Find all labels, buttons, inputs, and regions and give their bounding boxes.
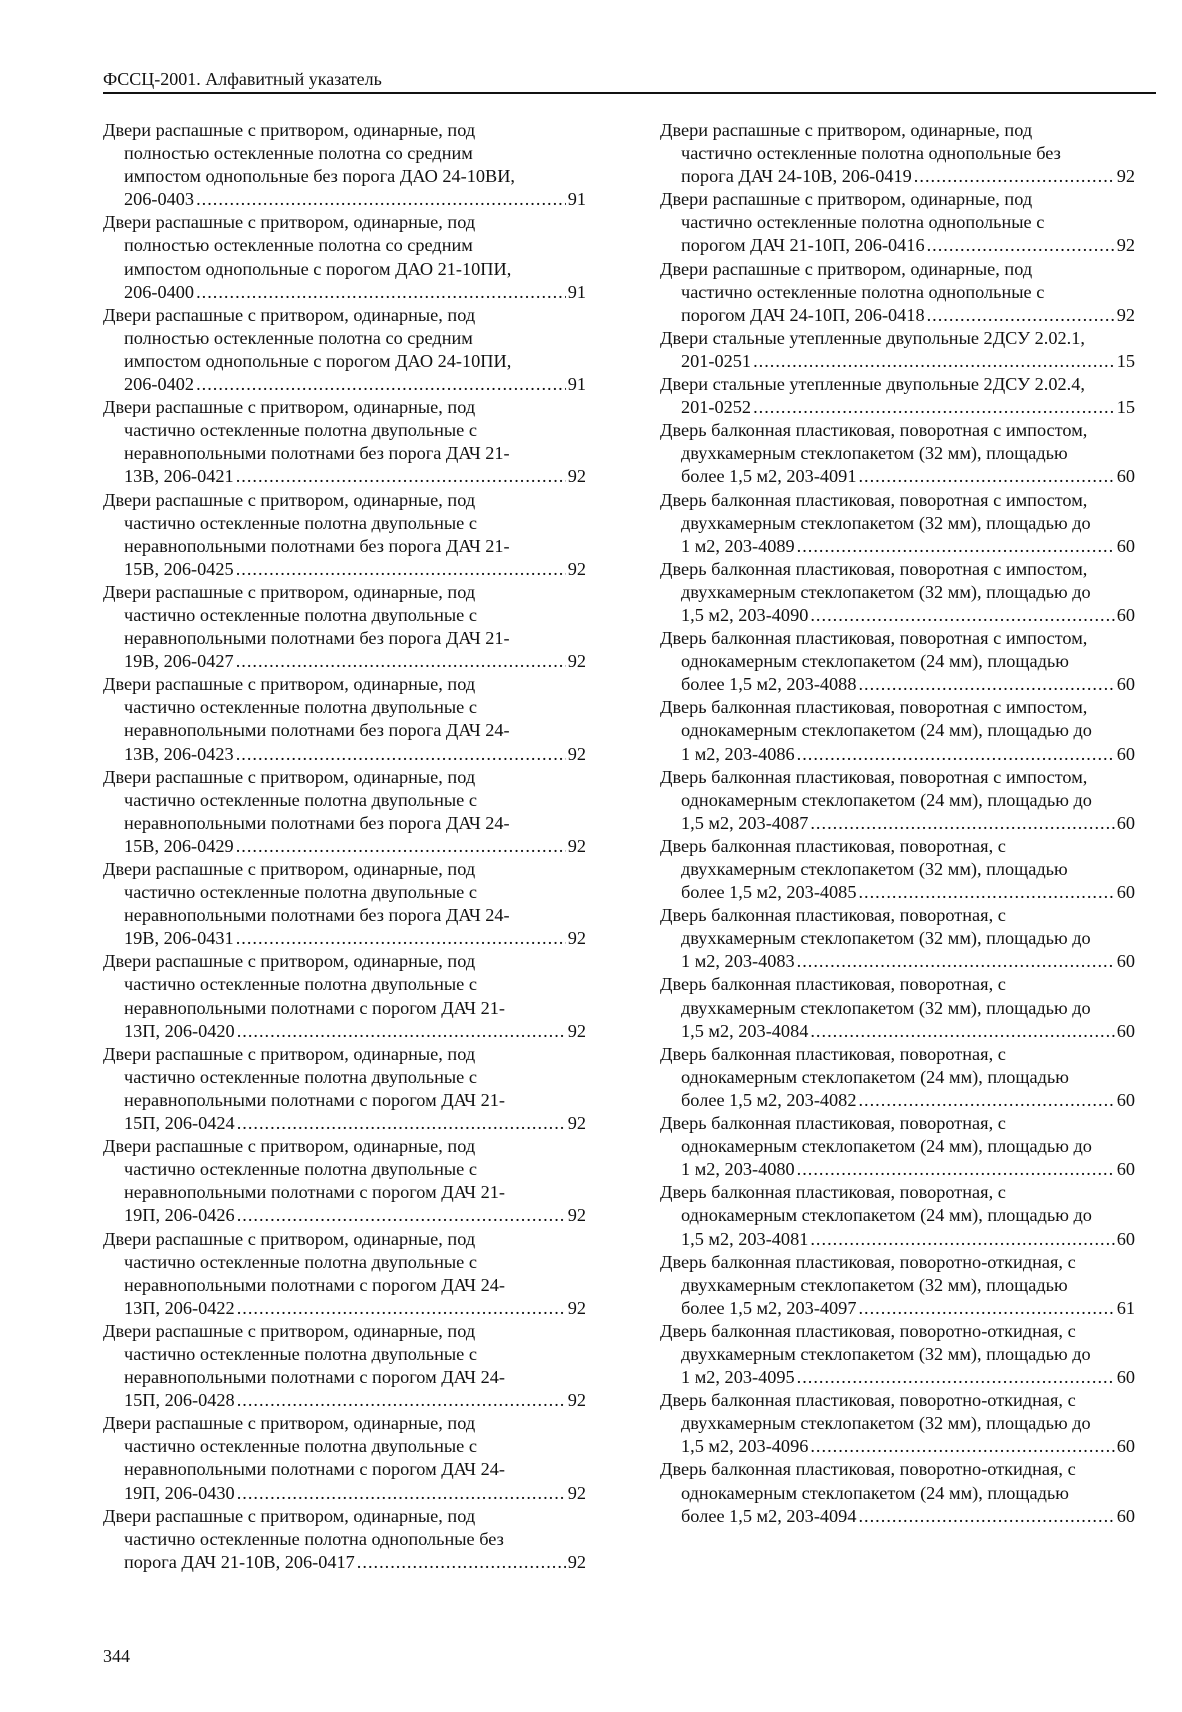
entry-line: Дверь балконная пластиковая, поворотная, с bbox=[660, 835, 1006, 856]
entry-last-line bbox=[660, 950, 1135, 973]
entry-line: неравнопольными полотнами без порога ДАЧ 24- bbox=[124, 812, 510, 833]
entry-last-line bbox=[660, 1020, 1135, 1043]
entry-line: неравнопольными полотнами с порогом ДАЧ 21- bbox=[124, 1089, 505, 1110]
entry-line: Дверь балконная пластиковая, поворотная с импостом, bbox=[660, 489, 1088, 510]
entry-page-ref: 92 bbox=[567, 1205, 586, 1226]
entry-line: однокамерным стеклопакетом (24 мм), площадью bbox=[681, 1066, 1069, 1087]
entry-line: Двери распашные с притвором, одинарные, под bbox=[103, 766, 476, 787]
entry-page-ref: 91 bbox=[567, 281, 586, 302]
dot-leader bbox=[797, 535, 1115, 558]
index-entry bbox=[660, 489, 1135, 558]
dot-leader bbox=[237, 1297, 566, 1320]
entry-page-ref: 92 bbox=[567, 835, 586, 856]
entry-line: частично остекленные полотна двупольные с bbox=[124, 512, 477, 533]
entry-line: неравнопольными полотнами с порогом ДАЧ 21- bbox=[124, 997, 505, 1018]
index-entry bbox=[660, 327, 1135, 373]
dot-leader bbox=[196, 281, 566, 304]
entry-line: частично остекленные полотна однопольные без bbox=[681, 143, 1061, 164]
dot-leader bbox=[237, 1204, 566, 1227]
entry-code: 206-0403 bbox=[124, 189, 195, 210]
index-entry bbox=[660, 419, 1135, 488]
index-entry bbox=[660, 1389, 1135, 1458]
entry-last-line bbox=[103, 650, 586, 673]
entry-line: частично остекленные полотна двупольные с bbox=[124, 1343, 477, 1364]
entry-last-line bbox=[103, 1112, 586, 1135]
entry-code: 1 м2, 203-4086 bbox=[681, 743, 795, 764]
entry-line: неравнопольными полотнами без порога ДАЧ 24- bbox=[124, 720, 510, 741]
entry-line: Двери распашные с притвором, одинарные, под bbox=[103, 489, 476, 510]
entry-last-line bbox=[103, 1297, 586, 1320]
entry-line: Двери распашные с притвором, одинарные, под bbox=[103, 1413, 476, 1434]
entry-last-line bbox=[103, 1389, 586, 1412]
entry-line: частично остекленные полотна двупольные с bbox=[124, 789, 477, 810]
entry-line: Двери распашные с притвором, одинарные, под bbox=[103, 304, 476, 325]
entry-last-line bbox=[660, 465, 1135, 488]
entry-code: более 1,5 м2, 203-4085 bbox=[681, 882, 857, 903]
entry-code: 206-0400 bbox=[124, 281, 195, 302]
entry-line: Дверь балконная пластиковая, поворотная с импостом, bbox=[660, 558, 1088, 579]
entry-last-line bbox=[103, 465, 586, 488]
index-entry bbox=[103, 396, 586, 488]
index-entry bbox=[660, 1320, 1135, 1389]
dot-leader bbox=[196, 188, 566, 211]
running-header bbox=[103, 68, 1156, 94]
entry-last-line bbox=[660, 743, 1135, 766]
entry-page-ref: 15 bbox=[1116, 350, 1135, 371]
entry-last-line bbox=[103, 281, 586, 304]
index-entry bbox=[660, 766, 1135, 835]
dot-leader bbox=[236, 558, 566, 581]
entry-line: частично остекленные полотна однопольные без bbox=[124, 1528, 504, 1549]
entry-page-ref: 92 bbox=[567, 1020, 586, 1041]
entry-code: 15П, 206-0428 bbox=[124, 1390, 235, 1411]
entry-line: частично остекленные полотна однопольные с bbox=[681, 212, 1045, 233]
entry-last-line bbox=[660, 673, 1135, 696]
index-entry bbox=[103, 1320, 586, 1412]
entry-line: однокамерным стеклопакетом (24 мм), площадью до bbox=[681, 789, 1092, 810]
index-entry bbox=[103, 858, 586, 950]
entry-page-ref: 60 bbox=[1116, 1089, 1135, 1110]
index-entry bbox=[103, 119, 586, 211]
entry-last-line bbox=[660, 1435, 1135, 1458]
dot-leader bbox=[810, 1228, 1114, 1251]
entry-code: 19П, 206-0426 bbox=[124, 1205, 235, 1226]
entry-last-line bbox=[660, 1505, 1135, 1528]
entry-line: частично остекленные полотна двупольные с bbox=[124, 1251, 477, 1272]
entry-code: 19В, 206-0431 bbox=[124, 928, 234, 949]
entry-line: Двери распашные с притвором, одинарные, под bbox=[103, 859, 476, 879]
entry-line: однокамерным стеклопакетом (24 мм), площадью bbox=[681, 1482, 1069, 1503]
entry-line: Двери распашные с притвором, одинарные, под bbox=[103, 1136, 476, 1157]
index-entry bbox=[103, 211, 586, 303]
entry-last-line bbox=[103, 1020, 586, 1043]
dot-leader bbox=[357, 1551, 566, 1574]
entry-line: двухкамерным стеклопакетом (32 мм), площадью до bbox=[681, 512, 1091, 533]
dot-leader bbox=[858, 1297, 1114, 1320]
entry-line: Дверь балконная пластиковая, поворотная с импостом, bbox=[660, 766, 1088, 787]
entry-page-ref: 60 bbox=[1116, 1505, 1135, 1526]
dot-leader bbox=[797, 1366, 1115, 1389]
entry-line: Дверь балконная пластиковая, поворотная с импостом, bbox=[660, 628, 1088, 649]
entry-page-ref: 92 bbox=[567, 743, 586, 764]
entry-code: порога ДАЧ 21-10В, 206-0417 bbox=[124, 1551, 355, 1572]
entry-code: 15В, 206-0425 bbox=[124, 558, 234, 579]
entry-code: 13П, 206-0422 bbox=[124, 1297, 235, 1318]
entry-code: 1,5 м2, 203-4090 bbox=[681, 604, 809, 625]
entry-code: 19П, 206-0430 bbox=[124, 1482, 235, 1503]
index-entry bbox=[103, 1412, 586, 1504]
entry-line: неравнопольными полотнами с порогом ДАЧ 24- bbox=[124, 1459, 505, 1480]
entry-line: импостом однопольные без порога ДАО 24-10ВИ, bbox=[124, 166, 515, 187]
entry-page-ref: 92 bbox=[1116, 166, 1135, 187]
entry-last-line bbox=[660, 535, 1135, 558]
entry-line: однокамерным стеклопакетом (24 мм), площадью bbox=[681, 651, 1069, 672]
entry-code: 13П, 206-0420 bbox=[124, 1020, 235, 1041]
entry-page-ref: 92 bbox=[567, 1113, 586, 1134]
entry-last-line bbox=[103, 835, 586, 858]
entry-page-ref: 60 bbox=[1116, 1228, 1135, 1249]
entry-line: неравнопольными полотнами без порога ДАЧ 21- bbox=[124, 628, 510, 649]
index-entry bbox=[660, 1112, 1135, 1181]
entry-page-ref: 92 bbox=[567, 1390, 586, 1411]
entry-last-line bbox=[660, 1366, 1135, 1389]
index-entry bbox=[660, 696, 1135, 765]
entry-line: Дверь балконная пластиковая, поворотная с импостом, bbox=[660, 697, 1088, 718]
dot-leader bbox=[236, 743, 566, 766]
entry-page-ref: 91 bbox=[567, 374, 586, 395]
entry-line: полностью остекленные полотна со средним bbox=[124, 143, 473, 164]
entry-page-ref: 60 bbox=[1116, 812, 1135, 833]
entry-line: Двери распашные с притвором, одинарные, под bbox=[103, 674, 476, 695]
index-entry bbox=[660, 973, 1135, 1042]
dot-leader bbox=[797, 743, 1115, 766]
entry-line: неравнопольными полотнами с порогом ДАЧ 21- bbox=[124, 1182, 505, 1203]
dot-leader bbox=[753, 396, 1115, 419]
entry-page-ref: 60 bbox=[1116, 604, 1135, 625]
entry-line: Дверь балконная пластиковая, поворотно-откидная, с bbox=[660, 1390, 1076, 1411]
entry-line: Двери распашные с притвором, одинарные, под bbox=[660, 258, 1033, 279]
dot-leader bbox=[236, 927, 566, 950]
entry-line: Двери распашные с притвором, одинарные, под bbox=[103, 951, 476, 972]
entry-code: более 1,5 м2, 203-4088 bbox=[681, 674, 857, 695]
entry-page-ref: 60 bbox=[1116, 1159, 1135, 1180]
entry-page-ref: 61 bbox=[1116, 1297, 1135, 1318]
entry-code: 1,5 м2, 203-4084 bbox=[681, 1020, 809, 1041]
entry-line: неравнопольными полотнами без порога ДАЧ 21- bbox=[124, 535, 510, 556]
entry-line: однокамерным стеклопакетом (24 мм), площадью до bbox=[681, 1205, 1092, 1226]
entry-code: 206-0402 bbox=[124, 374, 195, 395]
index-entry bbox=[103, 581, 586, 673]
entry-code: 1 м2, 203-4080 bbox=[681, 1159, 795, 1180]
entry-page-ref: 60 bbox=[1116, 743, 1135, 764]
index-entry bbox=[103, 673, 586, 765]
dot-leader bbox=[858, 881, 1114, 904]
entry-last-line bbox=[660, 234, 1135, 257]
entry-line: импостом однопольные с порогом ДАО 24-10ПИ, bbox=[124, 350, 512, 371]
index-entry bbox=[660, 119, 1135, 188]
dot-leader bbox=[236, 465, 566, 488]
entry-code: 1,5 м2, 203-4096 bbox=[681, 1436, 809, 1457]
dot-leader bbox=[753, 350, 1115, 373]
entry-last-line bbox=[103, 188, 586, 211]
entry-last-line bbox=[103, 1551, 586, 1574]
header-title: ФССЦ-2001. Алфавитный указатель bbox=[103, 69, 382, 89]
entry-line: неравнопольными полотнами с порогом ДАЧ 24- bbox=[124, 1367, 505, 1388]
entry-code: 1,5 м2, 203-4081 bbox=[681, 1228, 809, 1249]
entry-code: более 1,5 м2, 203-4094 bbox=[681, 1505, 857, 1526]
entry-code: 13В, 206-0421 bbox=[124, 466, 234, 487]
entry-code: 201-0252 bbox=[681, 397, 752, 418]
entry-line: Дверь балконная пластиковая, поворотная с импостом, bbox=[660, 420, 1088, 441]
entry-page-ref: 92 bbox=[567, 558, 586, 579]
entry-line: двухкамерным стеклопакетом (32 мм), площадью до bbox=[681, 581, 1091, 602]
entry-code: 19В, 206-0427 bbox=[124, 651, 234, 672]
entry-last-line bbox=[660, 1158, 1135, 1181]
entry-code: 1 м2, 203-4089 bbox=[681, 535, 795, 556]
entry-page-ref: 60 bbox=[1116, 674, 1135, 695]
entry-last-line bbox=[103, 373, 586, 396]
entry-code: 201-0251 bbox=[681, 350, 752, 371]
entry-line: частично остекленные полотна двупольные с bbox=[124, 604, 477, 625]
entry-line: Двери распашные с притвором, одинарные, под bbox=[103, 1043, 476, 1064]
entry-line: двухкамерным стеклопакетом (32 мм), площадью до bbox=[681, 1343, 1091, 1364]
entry-line: неравнопольными полотнами без порога ДАЧ 21- bbox=[124, 443, 510, 464]
entry-line: полностью остекленные полотна со средним bbox=[124, 235, 473, 256]
entry-line: Двери распашные с притвором, одинарные, под bbox=[660, 189, 1033, 210]
index-column-right bbox=[660, 119, 1135, 1528]
entry-line: полностью остекленные полотна со средним bbox=[124, 327, 473, 348]
dot-leader bbox=[810, 1435, 1114, 1458]
entry-last-line bbox=[660, 604, 1135, 627]
entry-line: Двери распашные с притвором, одинарные, под bbox=[103, 1228, 476, 1249]
entry-last-line bbox=[660, 881, 1135, 904]
index-entry bbox=[660, 1181, 1135, 1250]
entry-line: Двери распашные с притвором, одинарные, под bbox=[103, 212, 476, 233]
index-entry bbox=[660, 558, 1135, 627]
entry-line: частично остекленные полотна двупольные с bbox=[124, 1066, 477, 1087]
entry-line: Дверь балконная пластиковая, поворотная, с bbox=[660, 905, 1006, 926]
entry-line: частично остекленные полотна однопольные с bbox=[681, 281, 1045, 302]
entry-code: 15П, 206-0424 bbox=[124, 1113, 235, 1134]
entry-line: частично остекленные полотна двупольные с bbox=[124, 697, 477, 718]
entry-page-ref: 60 bbox=[1116, 1020, 1135, 1041]
dot-leader bbox=[858, 673, 1114, 696]
entry-line: Дверь балконная пластиковая, поворотно-откидная, с bbox=[660, 1459, 1076, 1480]
index-entry bbox=[660, 1251, 1135, 1320]
entry-line: двухкамерным стеклопакетом (32 мм), площадью до bbox=[681, 997, 1091, 1018]
entry-last-line bbox=[103, 743, 586, 766]
entry-page-ref: 92 bbox=[567, 466, 586, 487]
entry-line: частично остекленные полотна двупольные с bbox=[124, 974, 477, 995]
index-entry bbox=[660, 835, 1135, 904]
dot-leader bbox=[237, 1389, 566, 1412]
entry-page-ref: 60 bbox=[1116, 882, 1135, 903]
entry-line: Дверь балконная пластиковая, поворотно-откидная, с bbox=[660, 1320, 1076, 1341]
index-entry bbox=[103, 489, 586, 581]
dot-leader bbox=[914, 165, 1115, 188]
entry-page-ref: 92 bbox=[567, 1297, 586, 1318]
entry-last-line bbox=[660, 1297, 1135, 1320]
entry-code: порогом ДАЧ 24-10П, 206-0418 bbox=[681, 304, 925, 325]
index-entry bbox=[103, 950, 586, 1042]
entry-page-ref: 60 bbox=[1116, 951, 1135, 972]
entry-page-ref: 60 bbox=[1116, 466, 1135, 487]
entry-page-ref: 92 bbox=[1116, 304, 1135, 325]
index-entry bbox=[660, 188, 1135, 257]
entry-page-ref: 92 bbox=[567, 1551, 586, 1572]
entry-code: 15В, 206-0429 bbox=[124, 835, 234, 856]
entry-code: более 1,5 м2, 203-4097 bbox=[681, 1297, 857, 1318]
entry-code: более 1,5 м2, 203-4091 bbox=[681, 466, 857, 487]
entry-line: Дверь балконная пластиковая, поворотная, с bbox=[660, 1113, 1006, 1134]
entry-line: частично остекленные полотна двупольные с bbox=[124, 1436, 477, 1457]
dot-leader bbox=[927, 234, 1115, 257]
index-entry bbox=[103, 1043, 586, 1135]
dot-leader bbox=[858, 1089, 1114, 1112]
entry-line: частично остекленные полотна двупольные с bbox=[124, 1159, 477, 1180]
entry-line: неравнопольными полотнами с порогом ДАЧ 24- bbox=[124, 1274, 505, 1295]
entry-line: однокамерным стеклопакетом (24 мм), площадью до bbox=[681, 720, 1092, 741]
entry-line: Двери распашные с притвором, одинарные, под bbox=[103, 397, 476, 418]
dot-leader bbox=[196, 373, 566, 396]
dot-leader bbox=[237, 1112, 566, 1135]
dot-leader bbox=[797, 1158, 1115, 1181]
entry-line: Двери распашные с притвором, одинарные, под bbox=[103, 120, 476, 140]
entry-last-line bbox=[660, 1089, 1135, 1112]
entry-line: импостом однопольные с порогом ДАО 21-10ПИ, bbox=[124, 258, 512, 279]
index-entry bbox=[103, 1228, 586, 1320]
entry-last-line bbox=[660, 812, 1135, 835]
dot-leader bbox=[236, 650, 566, 673]
entry-line: Дверь балконная пластиковая, поворотная, с bbox=[660, 1182, 1006, 1203]
entry-line: двухкамерным стеклопакетом (32 мм), площадью до bbox=[681, 1413, 1091, 1434]
index-entry bbox=[660, 373, 1135, 419]
index-entry bbox=[660, 904, 1135, 973]
entry-line: Дверь балконная пластиковая, поворотная, с bbox=[660, 1043, 1006, 1064]
entry-code: порогом ДАЧ 21-10П, 206-0416 bbox=[681, 235, 925, 256]
entry-last-line bbox=[660, 165, 1135, 188]
entry-page-ref: 60 bbox=[1116, 1367, 1135, 1388]
entry-last-line bbox=[660, 350, 1135, 373]
entry-line: двухкамерным стеклопакетом (32 мм), площадью bbox=[681, 443, 1068, 464]
entry-line: Двери распашные с притвором, одинарные, под bbox=[103, 1505, 476, 1526]
entry-line: Дверь балконная пластиковая, поворотная, с bbox=[660, 974, 1006, 995]
entry-line: Двери распашные с притвором, одинарные, под bbox=[103, 581, 476, 602]
entry-page-ref: 15 bbox=[1116, 397, 1135, 418]
entry-line: однокамерным стеклопакетом (24 мм), площадью до bbox=[681, 1136, 1092, 1157]
entry-page-ref: 60 bbox=[1116, 1436, 1135, 1457]
entry-page-ref: 92 bbox=[1116, 235, 1135, 256]
entry-page-ref: 60 bbox=[1116, 535, 1135, 556]
entry-code: порога ДАЧ 24-10В, 206-0419 bbox=[681, 166, 912, 187]
entry-line: Двери стальные утепленные двупольные 2ДСУ 2.02.4, bbox=[660, 374, 1085, 395]
entry-last-line bbox=[103, 558, 586, 581]
dot-leader bbox=[810, 604, 1114, 627]
entry-code: 13В, 206-0423 bbox=[124, 743, 234, 764]
index-entry bbox=[103, 1135, 586, 1227]
dot-leader bbox=[810, 812, 1114, 835]
entry-line: двухкамерным стеклопакетом (32 мм), площадью до bbox=[681, 928, 1091, 949]
entry-last-line bbox=[103, 927, 586, 950]
entry-page-ref: 92 bbox=[567, 651, 586, 672]
dot-leader bbox=[237, 1482, 566, 1505]
index-entry bbox=[103, 766, 586, 858]
entry-page-ref: 92 bbox=[567, 1482, 586, 1503]
index-entry bbox=[103, 1505, 586, 1574]
dot-leader bbox=[858, 465, 1114, 488]
entry-last-line bbox=[660, 304, 1135, 327]
entry-line: Двери распашные с притвором, одинарные, под bbox=[660, 120, 1033, 140]
index-entry bbox=[660, 1458, 1135, 1527]
entry-line: неравнопольными полотнами без порога ДАЧ 24- bbox=[124, 905, 510, 926]
entry-line: Дверь балконная пластиковая, поворотно-откидная, с bbox=[660, 1251, 1076, 1272]
index-entry bbox=[660, 627, 1135, 696]
entry-code: 1,5 м2, 203-4087 bbox=[681, 812, 809, 833]
index-entry bbox=[660, 1043, 1135, 1112]
entry-line: Двери стальные утепленные двупольные 2ДСУ 2.02.1, bbox=[660, 327, 1085, 348]
dot-leader bbox=[927, 304, 1115, 327]
page-number: 344 bbox=[103, 1646, 130, 1666]
entry-line: двухкамерным стеклопакетом (32 мм), площадью bbox=[681, 859, 1068, 879]
dot-leader bbox=[797, 950, 1115, 973]
index-entry bbox=[660, 258, 1135, 327]
entry-line: частично остекленные полотна двупольные с bbox=[124, 420, 477, 441]
dot-leader bbox=[237, 1020, 566, 1043]
index-column-left bbox=[103, 119, 586, 1574]
dot-leader bbox=[810, 1020, 1114, 1043]
entry-page-ref: 92 bbox=[567, 928, 586, 949]
entry-last-line bbox=[103, 1204, 586, 1227]
entry-last-line bbox=[660, 396, 1135, 419]
index-entry bbox=[103, 304, 586, 396]
entry-code: 1 м2, 203-4095 bbox=[681, 1367, 795, 1388]
entry-line: частично остекленные полотна двупольные с bbox=[124, 882, 477, 903]
dot-leader bbox=[236, 835, 566, 858]
entry-line: двухкамерным стеклопакетом (32 мм), площадью bbox=[681, 1274, 1068, 1295]
entry-last-line bbox=[660, 1228, 1135, 1251]
entry-code: 1 м2, 203-4083 bbox=[681, 951, 795, 972]
entry-page-ref: 91 bbox=[567, 189, 586, 210]
dot-leader bbox=[858, 1505, 1114, 1528]
entry-code: более 1,5 м2, 203-4082 bbox=[681, 1089, 857, 1110]
entry-last-line bbox=[103, 1482, 586, 1505]
entry-line: Двери распашные с притвором, одинарные, под bbox=[103, 1320, 476, 1341]
